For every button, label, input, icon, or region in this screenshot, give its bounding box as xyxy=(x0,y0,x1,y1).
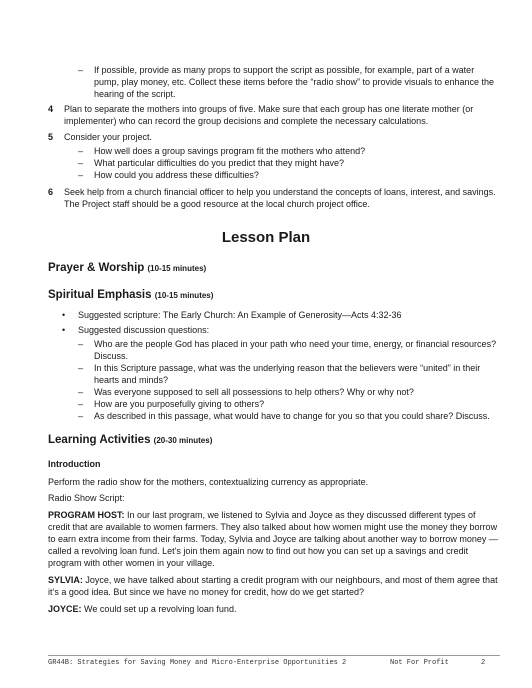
page-number: 2 xyxy=(481,659,486,667)
question-text: Who are the people God has placed in your path who need your time, energy, or financial resources? Discuss. xyxy=(94,339,497,361)
dash-bullet: – xyxy=(78,170,84,180)
dash-bullet: – xyxy=(78,363,84,373)
item-text: Seek help from a church financial officer to help you understand the concepts of loans, interest, and savings. The Project staff should be a good resource at the local church project office. xyxy=(64,187,496,209)
dash-bullet: – xyxy=(78,339,84,349)
speaker-text: Joyce, we have talked about starting a credit program with our neighbours, and most of them agree that it’s a good idea. But since we have no money for credit, how do we get started? xyxy=(48,575,498,597)
dash-bullet: – xyxy=(78,387,84,397)
bullet-dot: • xyxy=(62,310,66,320)
list-item-text: If possible, provide as many props to support the script as possible, for example, part of a water pump, play money, etc. Collect these items before the “radio show” to provide visuals to enhance the hearing of the script. xyxy=(94,65,495,99)
dash-bullet: – xyxy=(78,411,84,421)
spiritual-title: Spiritual Emphasis xyxy=(48,289,152,301)
question-text: Was everyone supposed to sell all possessions to help others? Why or why not? xyxy=(94,387,414,397)
speaker-text: We could set up a revolving loan fund. xyxy=(81,604,237,614)
prayer-duration: (10-15 minutes) xyxy=(147,264,207,273)
script-line-host xyxy=(48,509,500,569)
question-text: In this Scripture passage, what was the underlying reason that the believers were “united” in their hearts and minds? xyxy=(94,363,481,385)
item-number: 4 xyxy=(48,104,54,114)
speaker-name: SYLVIA: xyxy=(48,575,83,585)
dash-bullet: – xyxy=(78,65,84,75)
learning-title: Learning Activities xyxy=(48,434,151,446)
footer-title: GR44B: Strategies for Saving Money and Micro-Enterprise Opportunities 2 xyxy=(48,659,347,667)
prayer-title: Prayer & Worship xyxy=(48,262,145,274)
item-number: 5 xyxy=(48,132,54,142)
item-text: Plan to separate the mothers into groups of five. Make sure that each group has one literate mother (or implementer) who can record the group decisions and complete the necessary calculations. xyxy=(64,104,474,126)
list-item-text: How could you address these difficulties? xyxy=(94,170,259,180)
dash-bullet: – xyxy=(78,146,84,156)
bullet-text: Suggested discussion questions: xyxy=(78,325,210,335)
learning-duration: (20-30 minutes) xyxy=(153,436,213,445)
list-item-text: What particular difficulties do you predict that they might have? xyxy=(94,158,344,168)
script-line-sylvia xyxy=(48,574,500,598)
introduction-text: Perform the radio show for the mothers, contextualizing currency as appropriate. xyxy=(48,477,369,487)
speaker-text: In our last program, we listened to Sylvia and Joyce as they discussed different types of credit that are available to women farmers. They also talked about how women might use the money they borrow to earn extra income from their farms. Today, Sylvia and Joyce are talking about another way to borrow money — called a revolving loan fund. Let’s join them again now to find out how you can set up a savings and credit program with other women in your village. xyxy=(48,510,498,568)
footer-license: Not For Profit xyxy=(390,659,449,667)
bullet-text: Suggested scripture: The Early Church: An Example of Generosity—Acts 4:32-36 xyxy=(78,310,402,320)
footer-divider xyxy=(48,655,500,656)
speaker-name: JOYCE: xyxy=(48,604,82,614)
script-line-joyce xyxy=(48,603,500,615)
lesson-plan-title: Lesson Plan xyxy=(221,229,311,246)
dash-bullet: – xyxy=(78,158,84,168)
dash-bullet: – xyxy=(78,399,84,409)
question-text: As described in this passage, what would have to change for you so that you could share? Discuss. xyxy=(94,411,490,421)
question-text: How are you purposefully giving to others? xyxy=(94,399,265,409)
list-item-text: How well does a group savings program fit the mothers who attend? xyxy=(94,146,366,156)
item-text: Consider your project. xyxy=(64,132,153,142)
spiritual-duration: (10-15 minutes) xyxy=(154,291,214,300)
speaker-name: PROGRAM HOST: xyxy=(48,510,125,520)
item-number: 6 xyxy=(48,187,54,197)
script-label: Radio Show Script: xyxy=(48,493,125,503)
prayer-heading xyxy=(48,262,206,274)
learning-heading xyxy=(48,434,212,446)
bullet-dot: • xyxy=(62,325,66,335)
introduction-heading: Introduction xyxy=(48,459,101,469)
spiritual-heading xyxy=(48,289,213,301)
